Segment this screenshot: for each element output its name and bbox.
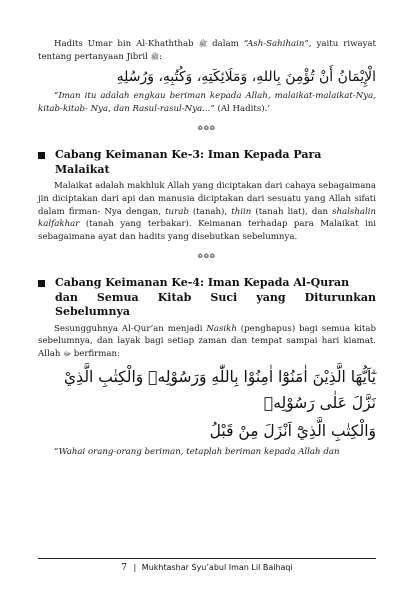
term-nasikh: Nasikh xyxy=(206,323,237,334)
section-4-body xyxy=(38,323,376,361)
heading-word: Diturunkan xyxy=(304,290,376,304)
term-turab: turab xyxy=(165,206,189,217)
intro-colon: : xyxy=(159,51,163,62)
translation-text: “Iman itu adalah engkau beriman kepada Allah, malaikat-malaikat-Nya, kitab-kitab- Nya, dan Rasul-rasul-Nya...” xyxy=(38,91,376,114)
heading-word: Suci xyxy=(210,290,238,304)
term-thiin: thiin xyxy=(231,206,252,217)
body-text: (penghapus) bagi semua kitab sebelumnya, dan layak bagi setiap zaman dan tempat sampai hari kiamat. Allah xyxy=(38,323,376,360)
honorific-glyph: ﷻ xyxy=(63,350,72,359)
page-content xyxy=(38,38,376,458)
section-separator: ❂❂❂ xyxy=(197,125,217,133)
intro-text: yaitu riwayat tentang pertanyaan Jibril xyxy=(38,39,376,62)
heading-word: Kitab xyxy=(157,290,192,304)
body-text: (tanah), xyxy=(192,206,228,217)
verse-translation: “Wahai orang-orang beriman, tetaplah beriman kepada Allah dan xyxy=(54,446,340,457)
quran-verse-line-2: وَالْكِتٰبِ الَّذِيْٓ اَنْزَلَ مِنْ قَبْلُ xyxy=(209,421,376,440)
section-heading-4 xyxy=(38,276,376,320)
heading-word: Semua xyxy=(96,290,139,304)
heading-line: Sebelumnya xyxy=(55,305,130,319)
square-bullet-icon xyxy=(38,280,45,287)
hadith-source: “Ash-Sahihain”, xyxy=(243,39,312,49)
term-shalshalin: shalshalin kalfakhar xyxy=(38,206,377,230)
intro-text: Hadits Umar bin Al-Khaththab xyxy=(54,39,194,49)
page-number: 7 xyxy=(121,563,127,573)
body-text: Malaikat adalah makhluk Allah yang diciptakan dari cahaya sebagaimana jin diciptakan dari api dan manusia diciptakan dari sesuatu yang Allah sifati dalam firman- Nya dengan, xyxy=(38,181,376,217)
section-3-body xyxy=(38,180,376,243)
translation-source: (Al Hadits).’ xyxy=(217,103,271,114)
salawat-glyph: ﷺ xyxy=(150,52,160,61)
intro-paragraph xyxy=(38,38,376,63)
body-text: berfirman: xyxy=(73,349,120,360)
square-bullet-icon xyxy=(38,152,45,159)
body-text: (tanah liat), dan xyxy=(255,206,328,217)
intro-text: dalam xyxy=(212,39,239,49)
heading-line: Cabang Keimanan Ke-3: Iman Kepada Para xyxy=(55,148,322,162)
heading-word: dan xyxy=(55,290,78,304)
hadith-translation xyxy=(38,90,376,115)
arabic-hadith: الْإِيْمَانُ أَنْ تُؤْمِنَ بِاللهِ، وَمَلَائِكَتِهِ، وَكُتُبِهِ، وَرُسُلِهِ xyxy=(116,69,376,86)
section-separator: ❂❂❂ xyxy=(197,253,217,261)
body-text: Sesungguhnya Al-Qur’an menjadi xyxy=(54,323,203,334)
body-text: (tanah yang terbakar). Keimanan terhadap para Malaikat ini sebagaimana ayat dan hadits yang disebutkan sebelumnya. xyxy=(38,219,376,242)
page-footer xyxy=(38,558,376,573)
section-heading-3 xyxy=(38,148,376,177)
book-title: Mukhtashar Syu’abul Iman Lil Baihaqi xyxy=(141,563,293,572)
heading-line: Cabang Keimanan Ke-4: Iman Kepada Al-Quran xyxy=(55,276,350,290)
quran-verse-line-1: يٰٓاَيُّهَا الَّذِيْنَ اٰمَنُوْٓا اٰمِنُوْا بِاللّٰهِ وَرَسُوْلِهٖ وَالْكِتٰبِ الَّذِيْ نَزَّلَ عَلٰى رَسُوْلِهٖ xyxy=(64,367,376,412)
heading-word: yang xyxy=(256,290,286,304)
footer-divider: | xyxy=(133,563,137,572)
heading-line: Malaikat xyxy=(55,162,110,176)
heading-line xyxy=(55,291,376,306)
honorific-glyph: ﷺ xyxy=(198,40,208,48)
